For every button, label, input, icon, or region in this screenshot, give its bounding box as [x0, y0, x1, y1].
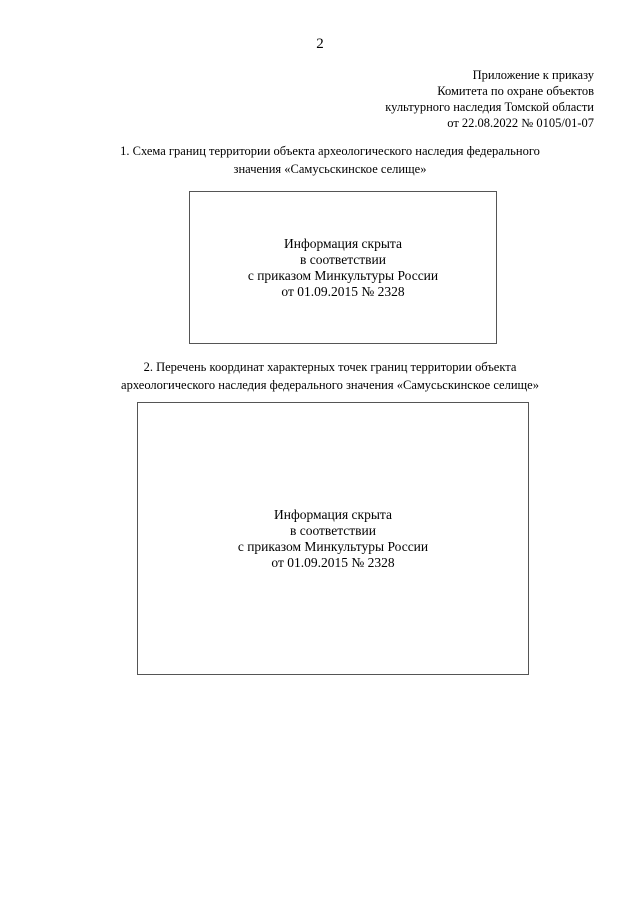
section2-heading-line: археологического наследия федерального значения «Самусьскинское селище»: [121, 378, 539, 392]
section1-heading-line: 1. Схема границ территории объекта археологического наследия федерального: [120, 144, 540, 158]
appendix-line: Приложение к приказу: [472, 68, 594, 82]
page-number: 2: [316, 36, 324, 52]
section2-hidden-info-box: [137, 402, 529, 675]
hidden-info-notice: [248, 236, 438, 300]
section1-hidden-info-box: [189, 191, 497, 344]
section1-heading-line: значения «Самусьскинское селище»: [233, 162, 427, 176]
section2-heading: [60, 358, 600, 394]
notice-line: от 01.09.2015 № 2328: [281, 283, 405, 299]
notice-line: Информация скрыта: [274, 506, 392, 522]
notice-line: в соответствии: [289, 522, 376, 538]
section2-heading-line: 2. Перечень координат характерных точек границ территории объекта: [143, 360, 517, 374]
notice-line: с приказом Минкультуры России: [237, 538, 429, 554]
notice-line: с приказом Минкультуры России: [247, 267, 439, 283]
appendix-line: Комитета по охране объектов: [437, 84, 594, 98]
appendix-line: культурного наследия Томской области: [385, 100, 594, 114]
appendix-header: [385, 67, 594, 131]
hidden-info-notice: [238, 507, 428, 571]
appendix-line: от 22.08.2022 № 0105/01-07: [447, 116, 594, 130]
notice-line: от 01.09.2015 № 2328: [271, 554, 395, 570]
notice-line: в соответствии: [299, 251, 386, 267]
notice-line: Информация скрыта: [284, 235, 402, 251]
section1-heading: [60, 142, 600, 178]
